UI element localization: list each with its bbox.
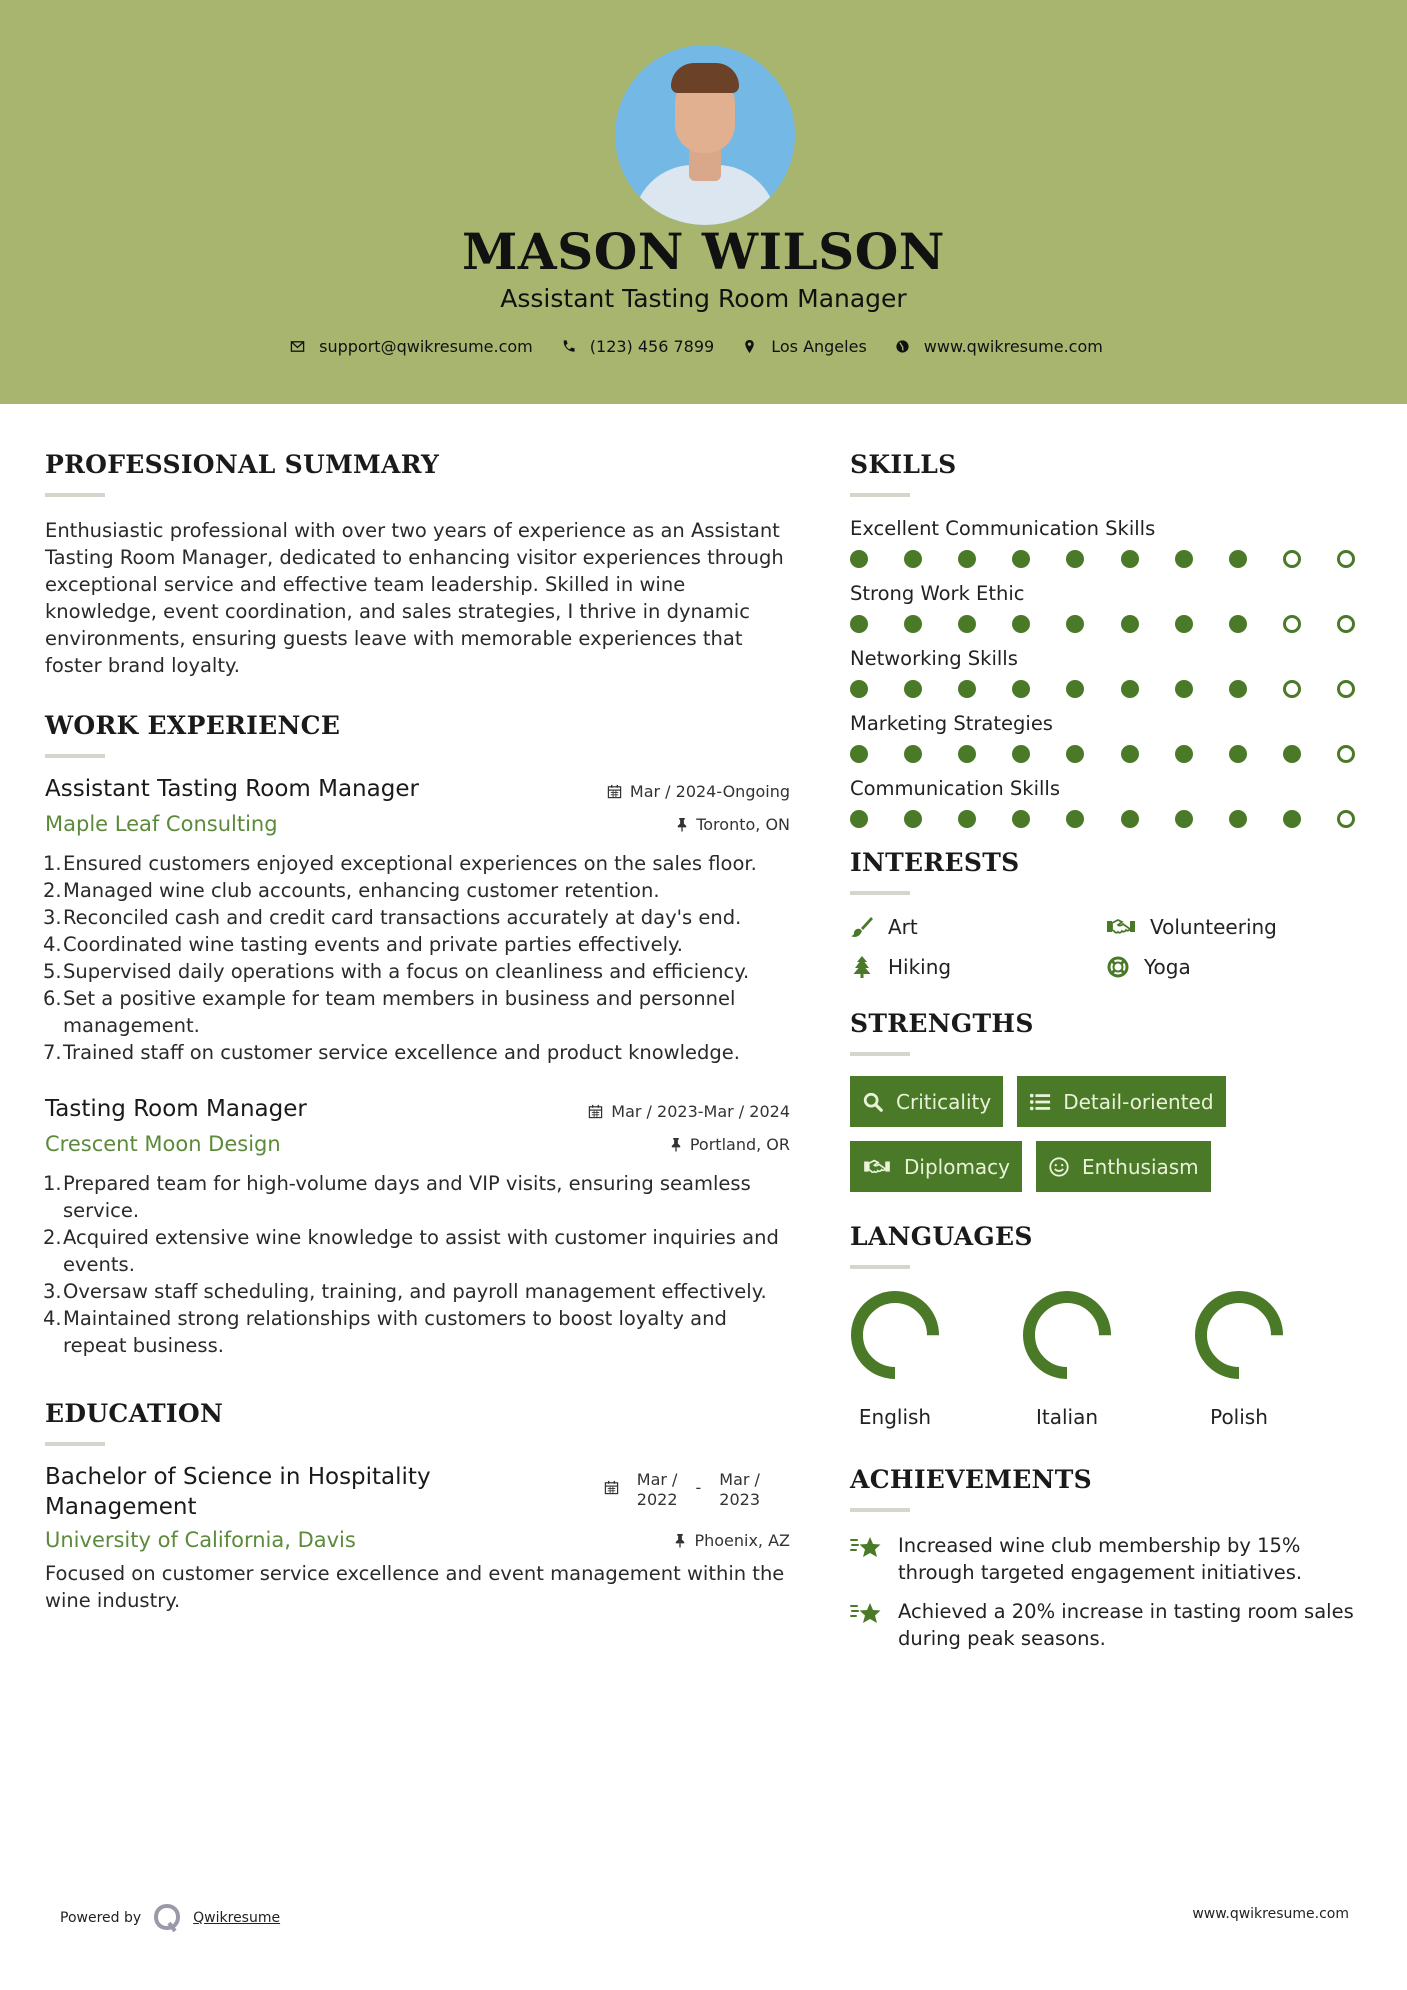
list-item: Trained staff on customer service excellence and product knowledge. (63, 1041, 740, 1064)
strength-badge (1036, 1141, 1211, 1192)
rating-dot-filled (1066, 745, 1084, 763)
footer-website[interactable]: www.qwikresume.com (1192, 1906, 1349, 1922)
achievement-text: Increased wine club membership by 15% through targeted engagement initiatives. (898, 1534, 1303, 1584)
rating-dot-filled (958, 680, 976, 698)
search-icon (862, 1091, 884, 1113)
rating-dot-filled (958, 615, 976, 633)
smile-icon (1048, 1156, 1070, 1178)
rating-dot-filled (1229, 550, 1247, 568)
strengths-list (850, 1076, 1270, 1192)
section-divider (850, 1052, 910, 1056)
rating-dot-empty (1283, 550, 1301, 568)
rating-dot-empty (1283, 680, 1301, 698)
strength-label: Enthusiasm (1082, 1154, 1199, 1179)
list-item: Oversaw staff scheduling, training, and payroll management effectively. (63, 1280, 767, 1303)
education-dates (604, 1470, 760, 1522)
skill-name: Marketing Strategies (850, 712, 1053, 735)
start-year: 2022 (636, 1490, 678, 1509)
language-progress-ring (1193, 1289, 1285, 1381)
achievement-item (850, 1598, 1370, 1652)
interest-item (1106, 955, 1362, 979)
skill-name: Communication Skills (850, 777, 1060, 800)
language-item (850, 1289, 940, 1429)
languages-section (850, 1222, 1370, 1429)
rating-dot-filled (1066, 810, 1084, 828)
achievement-text: Achieved a 20% increase in tasting room sales during peak seasons. (898, 1600, 1354, 1650)
job-date-text: Mar / 2024-Ongoing (629, 782, 790, 801)
skill-name: Strong Work Ethic (850, 582, 1025, 605)
right-column (850, 450, 1370, 1664)
candidate-title: Assistant Tasting Room Manager (500, 284, 907, 313)
rating-dot-filled (1012, 810, 1030, 828)
experience-heading: WORK EXPERIENCE (45, 711, 341, 740)
start-month: Mar / (636, 1470, 678, 1489)
left-column (45, 450, 790, 1614)
section-divider (45, 1442, 105, 1446)
language-name: English (858, 1405, 932, 1429)
language-progress-ring (849, 1289, 941, 1381)
interests-heading: INTERESTS (850, 848, 1020, 877)
section-divider (850, 1508, 910, 1512)
list-item: Ensured customers enjoyed exceptional experiences on the sales floor. (63, 852, 757, 875)
rating-dot-filled (1121, 680, 1139, 698)
degree-title: Bachelor of Science in Hospitality Management (45, 1464, 431, 1520)
language-name: Polish (1210, 1405, 1268, 1429)
skills-list (850, 517, 1370, 828)
job-responsibilities (45, 850, 790, 1066)
rating-dot-filled (1066, 680, 1084, 698)
rating-dot-filled (850, 615, 868, 633)
rating-dot-empty (1337, 550, 1355, 568)
globe-icon (895, 339, 910, 354)
rating-dot-filled (1121, 745, 1139, 763)
skill-rating (850, 550, 1355, 568)
section-divider (850, 493, 910, 497)
rating-dot-empty (1283, 615, 1301, 633)
job-location-text: Portland, OR (689, 1134, 790, 1154)
section-divider (45, 493, 105, 497)
interest-label: Volunteering (1150, 915, 1277, 939)
contact-phone[interactable] (561, 337, 714, 356)
paint-brush-icon (850, 915, 874, 939)
contact-website-text: www.qwikresume.com (923, 337, 1103, 356)
rating-dot-filled (1283, 745, 1301, 763)
interests-section (850, 848, 1370, 979)
education-start (637, 1470, 678, 1522)
list-item: Reconciled cash and credit card transactions accurately at day's end. (63, 906, 742, 929)
strengths-heading: STRENGTHS (850, 1009, 1034, 1038)
job-entry (45, 776, 790, 1066)
interest-label: Hiking (888, 955, 952, 979)
rating-dot-filled (850, 550, 868, 568)
job-title: Assistant Tasting Room Manager (45, 776, 419, 802)
job-title: Tasting Room Manager (45, 1096, 307, 1122)
section-divider (45, 754, 105, 758)
thumbtack-icon (674, 1533, 686, 1548)
skill-item (850, 517, 1370, 568)
interest-label: Art (888, 915, 918, 939)
skills-heading: SKILLS (850, 450, 957, 479)
company-name: Crescent Moon Design (45, 1132, 281, 1156)
education-end (719, 1470, 760, 1522)
job-date (607, 782, 790, 801)
skill-rating (850, 680, 1355, 698)
skills-section (850, 450, 1370, 828)
contact-bar (0, 337, 1407, 356)
rating-dot-filled (1012, 680, 1030, 698)
rating-dot-filled (958, 745, 976, 763)
achievements-section (850, 1465, 1370, 1652)
education-heading: EDUCATION (45, 1399, 224, 1428)
rating-dot-empty (1337, 615, 1355, 633)
job-location (670, 1135, 790, 1154)
end-month: Mar / (719, 1470, 760, 1489)
skill-name: Excellent Communication Skills (850, 517, 1156, 540)
rating-dot-filled (904, 745, 922, 763)
summary-text: Enthusiastic professional with over two years of experience as an Assistant Tasting Room Manager, dedicated to enhancing visitor experiences through exceptional service and effective team leadership. Skilled in wine knowledge, event coordination, and sales strategies, I thrive in dynamic environments, ensuring guests leave with memorable experiences that foster brand loyalty. (45, 519, 784, 677)
map-marker-icon (742, 339, 757, 354)
education-description: Focused on customer service excellence and event management within the wine industry. (45, 1562, 785, 1612)
strength-label: Criticality (896, 1089, 992, 1114)
job-date (588, 1102, 790, 1121)
strength-badge (850, 1141, 1022, 1192)
rating-dot-filled (1012, 745, 1030, 763)
list-item: Managed wine club accounts, enhancing customer retention. (63, 879, 660, 902)
skill-item (850, 712, 1370, 763)
qwikresume-logo-icon (153, 1903, 181, 1933)
tree-icon (850, 955, 874, 979)
rating-dot-empty (1337, 810, 1355, 828)
rating-dot-filled (1229, 745, 1247, 763)
strength-badge (1017, 1076, 1225, 1127)
thumbtack-icon (676, 817, 688, 832)
qwikresume-link[interactable]: Qwikresume (193, 1910, 281, 1926)
interest-item (850, 955, 1106, 979)
section-divider (850, 1265, 910, 1269)
rating-dot-filled (1229, 680, 1247, 698)
rating-dot-filled (904, 680, 922, 698)
date-separator: - (695, 1478, 702, 1497)
rating-dot-filled (958, 810, 976, 828)
rating-dot-filled (904, 810, 922, 828)
language-item (1194, 1289, 1284, 1429)
list-icon (1029, 1091, 1051, 1113)
list-item: Coordinated wine tasting events and private parties effectively. (63, 933, 683, 956)
rating-dot-filled (1175, 550, 1193, 568)
strength-label: Detail-oriented (1063, 1089, 1214, 1114)
shooting-star-icon (850, 1534, 882, 1562)
interests-list (850, 915, 1370, 979)
rating-dot-empty (1337, 680, 1355, 698)
education-section (45, 1399, 790, 1614)
list-item: Prepared team for high-volume days and VIP visits, ensuring seamless service. (63, 1172, 751, 1222)
job-date-text: Mar / 2023-Mar / 2024 (611, 1102, 790, 1121)
handshake-icon (1106, 915, 1136, 939)
rating-dot-filled (1066, 615, 1084, 633)
rating-dot-filled (1066, 550, 1084, 568)
resume-header (0, 0, 1407, 404)
rating-dot-filled (850, 680, 868, 698)
phone-icon (561, 339, 576, 354)
photo-hair (671, 63, 739, 93)
rating-dot-empty (1337, 745, 1355, 763)
summary-section (45, 450, 790, 679)
language-progress-ring (1021, 1289, 1113, 1381)
list-item: Set a positive example for team members in business and personnel management. (63, 987, 736, 1037)
school-location (674, 1531, 790, 1550)
contact-location (742, 337, 867, 356)
rating-dot-filled (1121, 615, 1139, 633)
rating-dot-filled (1175, 680, 1193, 698)
skill-item (850, 582, 1370, 633)
rating-dot-filled (1175, 615, 1193, 633)
contact-website[interactable] (895, 337, 1103, 356)
thumbtack-icon (670, 1137, 682, 1152)
end-year: 2023 (719, 1490, 760, 1509)
skill-name: Networking Skills (850, 647, 1018, 670)
summary-heading: PROFESSIONAL SUMMARY (45, 450, 440, 479)
rating-dot-filled (1229, 615, 1247, 633)
rating-dot-filled (958, 550, 976, 568)
shooting-star-icon (850, 1600, 882, 1628)
languages-list (850, 1289, 1370, 1429)
achievement-item (850, 1532, 1370, 1586)
list-item: Maintained strong relationships with customers to boost loyalty and repeat business. (63, 1307, 727, 1357)
job-location-text: Toronto, ON (696, 814, 790, 834)
language-name: Italian (1035, 1405, 1099, 1429)
rating-dot-filled (850, 810, 868, 828)
job-location (676, 815, 790, 834)
contact-email-text: support@qwikresume.com (319, 337, 533, 356)
interest-label: Yoga (1144, 955, 1191, 979)
powered-by-label: Powered by (60, 1910, 142, 1926)
envelope-icon (290, 339, 305, 354)
strength-badge (850, 1076, 1003, 1127)
rating-dot-filled (850, 745, 868, 763)
rating-dot-filled (1121, 550, 1139, 568)
experience-section (45, 711, 790, 1359)
interest-item (850, 915, 1106, 939)
list-item: Acquired extensive wine knowledge to assist with customer inquiries and events. (63, 1226, 779, 1276)
company-name: Maple Leaf Consulting (45, 812, 278, 836)
school-location-text: Phoenix, AZ (694, 1530, 790, 1550)
strength-label: Diplomacy (904, 1154, 1011, 1179)
skill-item (850, 777, 1370, 828)
rating-dot-filled (1012, 615, 1030, 633)
contact-location-text: Los Angeles (771, 337, 867, 356)
strengths-section (850, 1009, 1370, 1192)
skill-rating (850, 810, 1355, 828)
contact-phone-text: (123) 456 7899 (589, 337, 715, 356)
school-name: University of California, Davis (45, 1528, 356, 1552)
skill-item (850, 647, 1370, 698)
rating-dot-filled (1175, 745, 1193, 763)
rating-dot-filled (904, 615, 922, 633)
calendar-icon (607, 784, 622, 799)
handshake-icon (862, 1156, 892, 1178)
rating-dot-filled (904, 550, 922, 568)
interest-item (1106, 915, 1362, 939)
calendar-icon (604, 1480, 619, 1495)
candidate-name: MASON WILSON (462, 222, 945, 281)
life-ring-icon (1106, 955, 1130, 979)
rating-dot-filled (1012, 550, 1030, 568)
rating-dot-filled (1121, 810, 1139, 828)
languages-heading: LANGUAGES (850, 1222, 1033, 1251)
rating-dot-filled (1229, 810, 1247, 828)
rating-dot-filled (1175, 810, 1193, 828)
section-divider (850, 891, 910, 895)
rating-dot-filled (1283, 810, 1301, 828)
profile-photo (615, 45, 795, 225)
footer-powered-by (60, 1903, 280, 1933)
job-responsibilities (45, 1170, 790, 1359)
achievements-heading: ACHIEVEMENTS (850, 1465, 1092, 1494)
contact-email[interactable] (290, 337, 533, 356)
language-item (1022, 1289, 1112, 1429)
calendar-icon (588, 1104, 603, 1119)
skill-rating (850, 745, 1355, 763)
skill-rating (850, 615, 1355, 633)
job-entry (45, 1096, 790, 1359)
list-item: Supervised daily operations with a focus on cleanliness and efficiency. (63, 960, 750, 983)
